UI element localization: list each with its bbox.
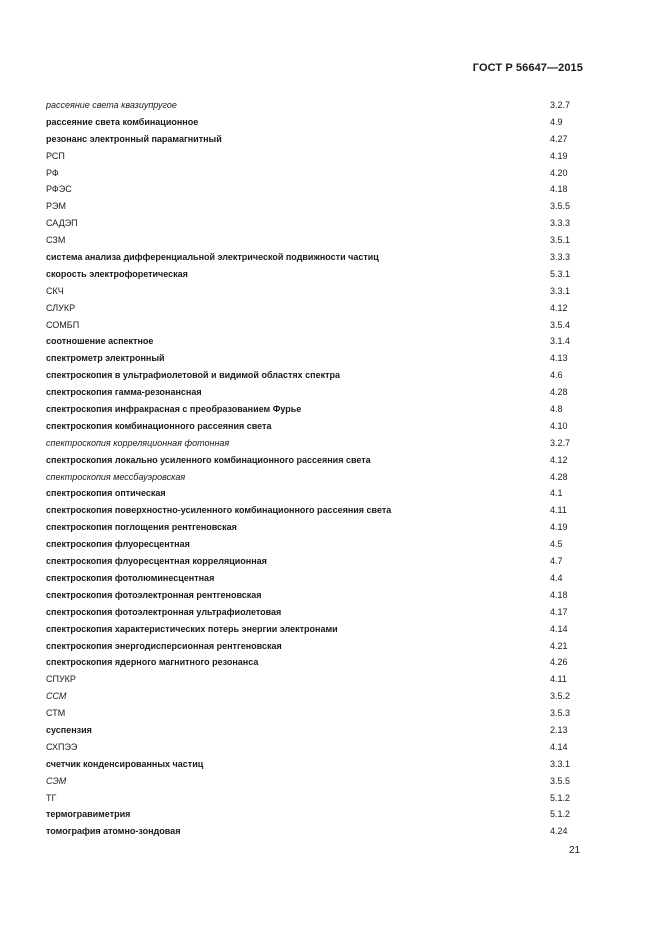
index-term: РСП [46, 150, 65, 161]
index-entry [46, 333, 576, 350]
index-reference: 3.2.7 [550, 437, 571, 448]
index-entry [46, 367, 576, 384]
index-entry [46, 604, 576, 621]
index-term: спектроскопия локально усиленного комбинационного рассеяния света [46, 454, 371, 465]
index-reference: 3.3.1 [550, 758, 571, 769]
index-reference: 4.21 [550, 640, 568, 651]
index-entry [46, 114, 576, 131]
index-term: СЛУКР [46, 302, 76, 313]
index-entry [46, 553, 576, 570]
index-term: СЭМ [46, 775, 67, 786]
index-reference: 4.4 [550, 572, 563, 583]
index-reference: 3.3.3 [550, 218, 571, 229]
index-term: ТГ [46, 792, 57, 803]
index-term: система анализа дифференциальной электрической подвижности частиц [46, 252, 379, 263]
index-reference: 4.14 [550, 623, 568, 634]
index-reference: 3.5.1 [550, 235, 571, 246]
index-term: спектроскопия фотоэлектронная ультрафиолетовая [46, 606, 282, 617]
index-term: спектроскопия гамма-резонансная [46, 387, 202, 398]
index-term: спектроскопия оптическая [46, 488, 166, 499]
index-reference: 4.13 [550, 353, 568, 364]
index-entry [46, 266, 576, 283]
index-entry [46, 300, 576, 317]
index-entry [46, 283, 576, 300]
index-reference: 3.5.2 [550, 691, 571, 702]
index-entry [46, 756, 576, 773]
index-term: РФ [46, 167, 59, 178]
index-entry [46, 165, 576, 182]
index-reference: 4.14 [550, 741, 568, 752]
index-entry [46, 671, 576, 688]
index-reference: 4.9 [550, 116, 563, 127]
index-entry [46, 232, 576, 249]
index-entry [46, 536, 576, 553]
index-entry [46, 181, 576, 198]
index-entry [46, 621, 576, 638]
index-entry [46, 638, 576, 655]
index-reference: 4.28 [550, 387, 568, 398]
index-reference: 3.5.5 [550, 201, 571, 212]
index-reference: 3.1.4 [550, 336, 571, 347]
index-term: суспензия [46, 724, 92, 735]
index-entry [46, 722, 576, 739]
index-reference: 5.1.2 [550, 809, 571, 820]
index-entry [46, 148, 576, 165]
index-entry [46, 790, 576, 807]
index-term: спектроскопия поверхностно-усиленного комбинационного рассеяния света [46, 505, 392, 516]
index-reference: 4.12 [550, 302, 568, 313]
index-reference: 3.5.3 [550, 708, 571, 719]
index-term: спектрометр электронный [46, 353, 165, 364]
index-term: спектроскопия флуоресцентная корреляционная [46, 556, 267, 567]
index-reference: 3.5.5 [550, 775, 571, 786]
index-reference: 4.12 [550, 454, 568, 465]
index-reference: 4.7 [550, 556, 563, 567]
index-entry [46, 249, 576, 266]
index-reference: 4.18 [550, 184, 568, 195]
index-reference: 3.3.1 [550, 285, 571, 296]
index-reference: 4.11 [550, 505, 567, 516]
index-reference: 4.10 [550, 420, 568, 431]
index-reference: 5.3.1 [550, 268, 571, 279]
index-entry [46, 823, 576, 840]
index-term: спектроскопия комбинационного рассеяния света [46, 420, 272, 431]
index-entry [46, 317, 576, 334]
index-term: спектроскопия характеристических потерь энергии электронами [46, 623, 338, 634]
index-reference: 4.20 [550, 167, 568, 178]
index-entry [46, 401, 576, 418]
index-entry [46, 806, 576, 823]
index-term: спектроскопия корреляционная фотонная [46, 437, 230, 448]
index-term: спектроскопия поглощения рентгеновская [46, 522, 237, 533]
index-entry [46, 418, 576, 435]
index-reference: 4.1 [550, 488, 563, 499]
index-entry [46, 773, 576, 790]
index-reference: 4.8 [550, 404, 563, 415]
index-entry [46, 452, 576, 469]
index-term: томография атомно-зондовая [46, 826, 181, 837]
index-reference: 4.18 [550, 589, 568, 600]
index-entry [46, 688, 576, 705]
index-reference: 3.2.7 [550, 100, 571, 110]
index-term: ССМ [46, 691, 67, 702]
index-reference: 5.1.2 [550, 792, 571, 803]
index-entry [46, 215, 576, 232]
index-term: спектроскопия ядерного магнитного резонанса [46, 657, 259, 668]
index-term: СТМ [46, 708, 66, 719]
document-header: ГОСТ Р 56647—2015 [472, 62, 583, 74]
index-term: спектроскопия фотоэлектронная рентгеновская [46, 589, 262, 600]
index-term: спектроскопия флуоресцентная [46, 539, 190, 550]
index-entry [46, 469, 576, 486]
index-reference: 4.6 [550, 370, 563, 381]
index-reference: 4.19 [550, 150, 568, 161]
index-reference: 4.11 [550, 674, 567, 685]
index-reference: 4.28 [550, 471, 568, 482]
index-entry [46, 587, 576, 604]
index-term: соотношение аспектное [46, 336, 154, 347]
alphabetical-index [46, 97, 576, 840]
index-term: спектроскопия инфракрасная с преобразованием Фурье [46, 404, 302, 415]
index-term: СХПЭЭ [46, 741, 78, 752]
index-entry [46, 485, 576, 502]
page-number: 21 [569, 845, 581, 856]
index-term: счетчик конденсированных частиц [46, 758, 204, 769]
index-reference: 4.26 [550, 657, 568, 668]
index-term: рассеяние света квазиупругое [46, 100, 177, 110]
index-term: спектроскопия в ультрафиолетовой и видимой областях спектра [46, 370, 341, 381]
index-term: спектроскопия мессбауэровская [46, 471, 186, 482]
index-entry [46, 654, 576, 671]
index-term: рассеяние света комбинационное [46, 116, 199, 127]
index-entry [46, 519, 576, 536]
index-term: скорость электрофоретическая [46, 268, 188, 279]
index-reference: 3.3.3 [550, 252, 571, 263]
index-entry [46, 384, 576, 401]
index-entry [46, 435, 576, 452]
index-entry [46, 705, 576, 722]
index-term: резонанс электронный парамагнитный [46, 133, 222, 144]
index-term: САДЭП [46, 218, 78, 229]
index-term: РЭМ [46, 201, 66, 212]
index-entry [46, 739, 576, 756]
index-reference: 4.24 [550, 826, 568, 837]
index-entry [46, 570, 576, 587]
index-entry [46, 350, 576, 367]
index-reference: 4.17 [550, 606, 568, 617]
index-term: РФЭС [46, 184, 72, 195]
index-entry [46, 97, 576, 114]
index-term: СКЧ [46, 285, 64, 296]
index-reference: 4.19 [550, 522, 568, 533]
index-term: СЗМ [46, 235, 66, 246]
index-entry [46, 131, 576, 148]
index-term: термогравиметрия [46, 809, 131, 820]
index-entry [46, 502, 576, 519]
index-reference: 3.5.4 [550, 319, 571, 330]
index-reference: 4.27 [550, 133, 568, 144]
index-reference: 4.5 [550, 539, 563, 550]
index-entry [46, 198, 576, 215]
index-reference: 2.13 [550, 724, 568, 735]
index-term: СПУКР [46, 674, 76, 685]
index-term: спектроскопия энергодисперсионная рентгеновская [46, 640, 282, 651]
index-term: СОМБП [46, 319, 80, 330]
index-term: спектроскопия фотолюминесцентная [46, 572, 215, 583]
